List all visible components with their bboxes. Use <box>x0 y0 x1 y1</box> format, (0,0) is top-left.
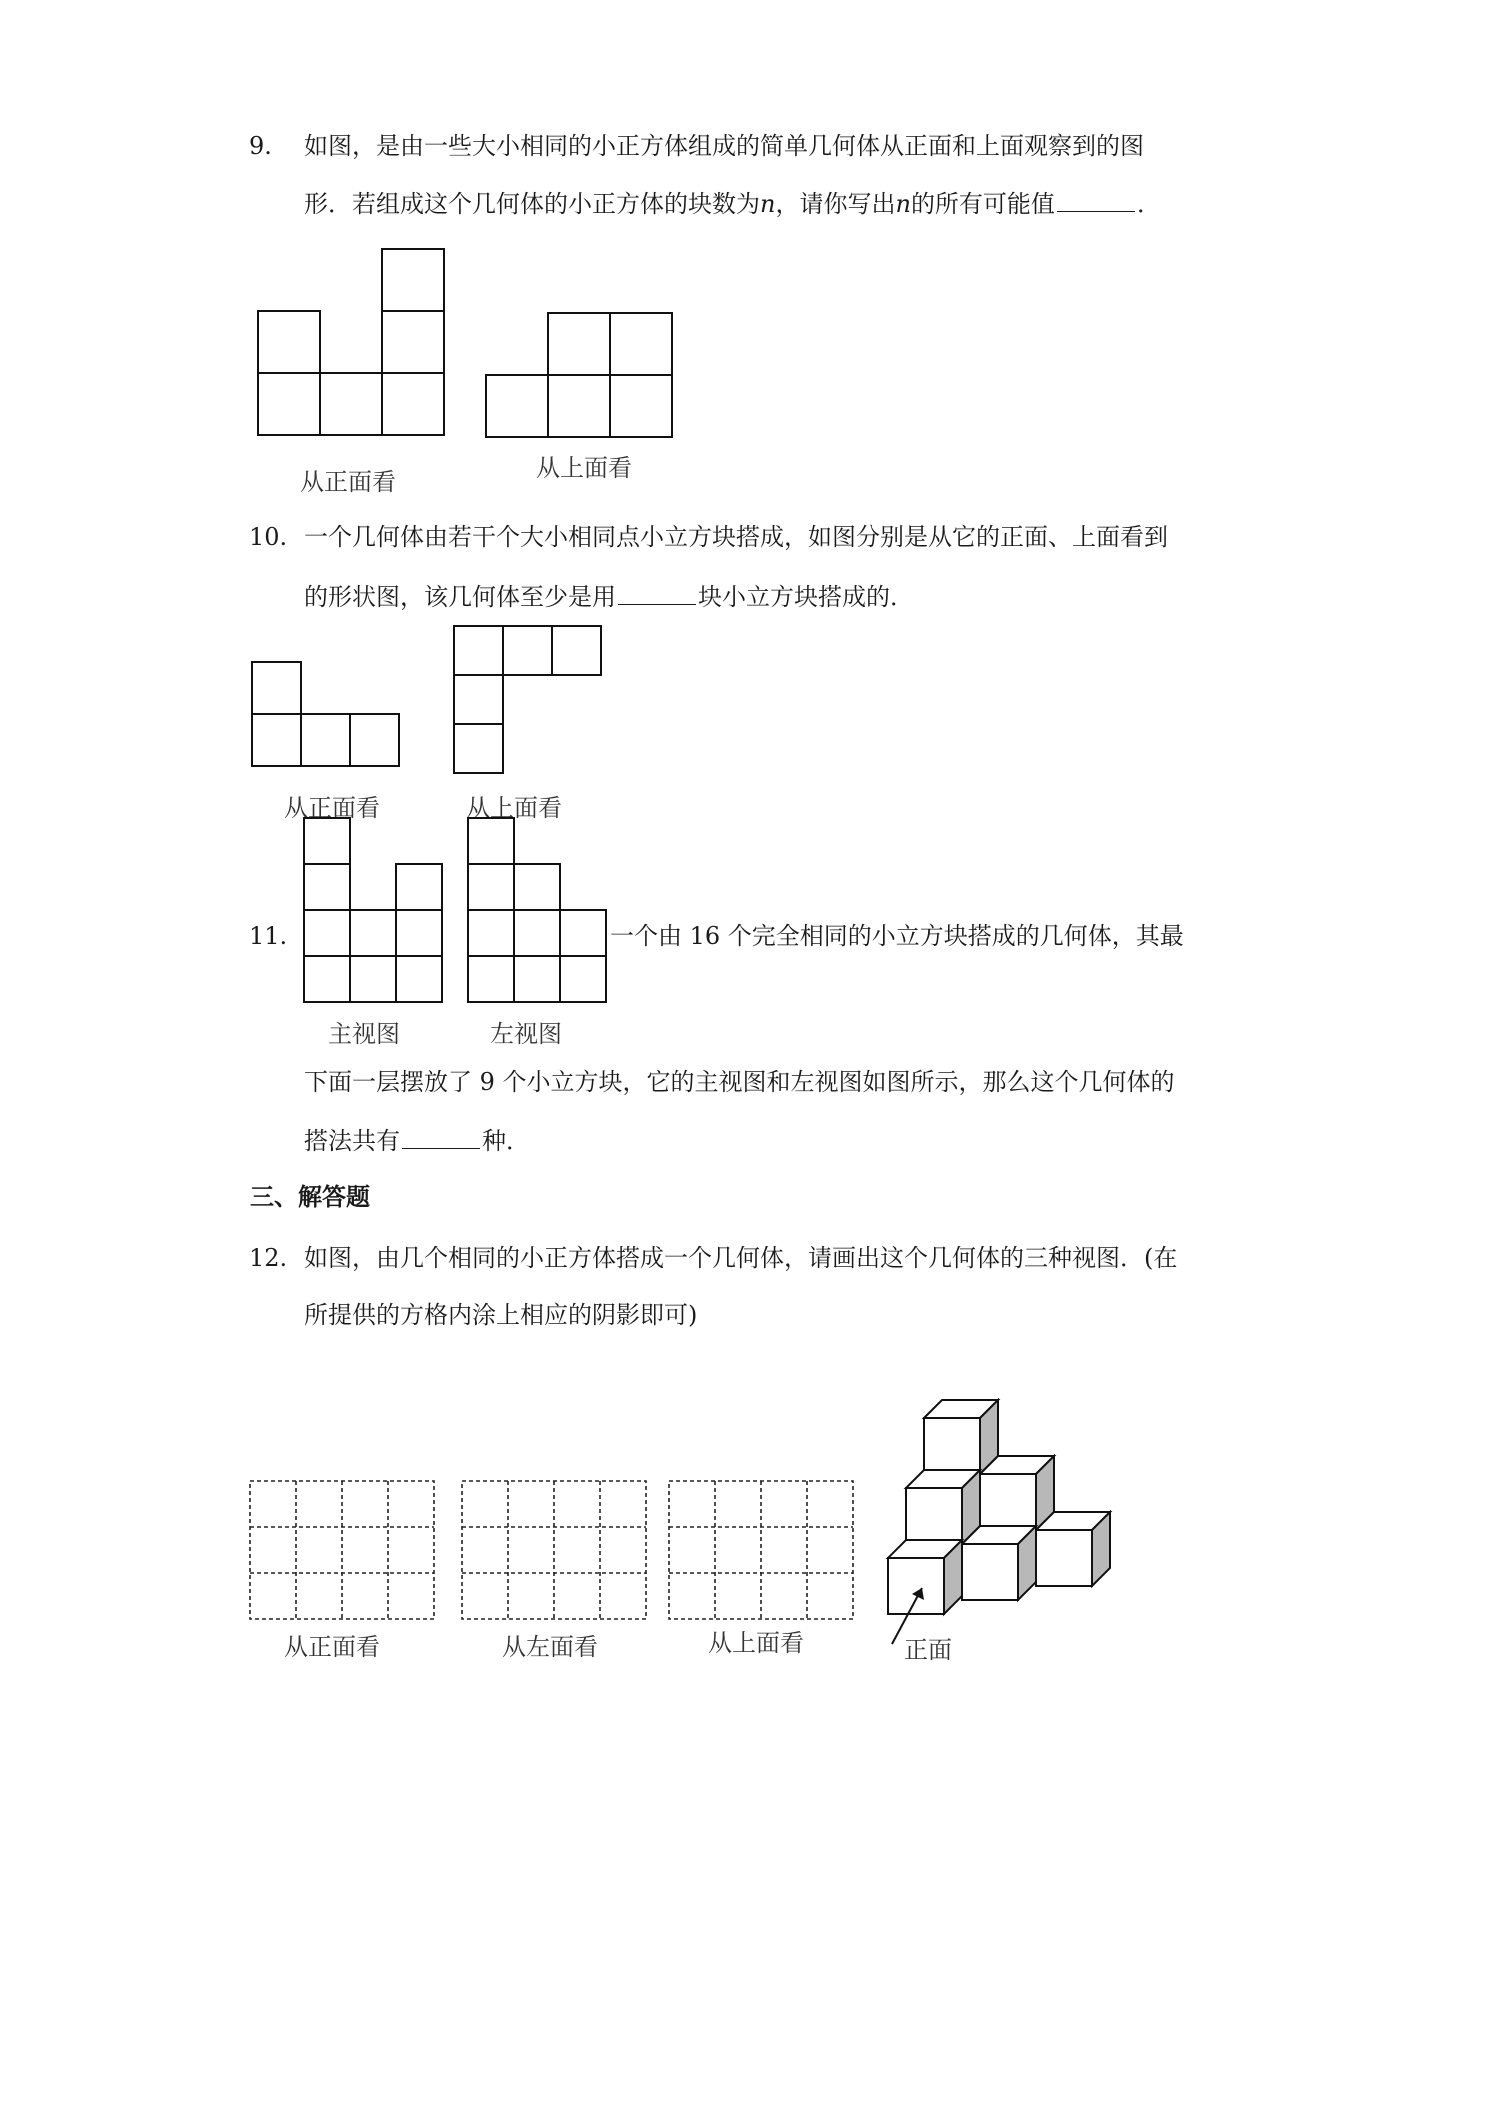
q9-line2 <box>304 187 1161 221</box>
q11-main-view-figure <box>302 816 446 1008</box>
q10-line2-a: 的形状图，该几何体至少是用 <box>304 583 616 611</box>
cube-face <box>610 375 672 437</box>
q12-number: 12. <box>249 1244 288 1272</box>
cube-face <box>252 662 301 714</box>
cube-face <box>454 675 503 724</box>
cube-face <box>258 373 320 435</box>
q12-left-grid[interactable] <box>460 1479 650 1621</box>
cube-face <box>350 910 396 956</box>
q11-caption-left: 左视图 <box>490 1020 562 1048</box>
cube <box>906 1470 980 1544</box>
cube-face <box>304 864 350 910</box>
q9-line2-c: 的所有可能值 <box>910 190 1055 218</box>
q11-line3 <box>304 1124 530 1158</box>
q12-caption-left: 从左面看 <box>502 1633 598 1661</box>
q9-caption-front: 从正面看 <box>300 468 396 496</box>
q9-top-view-figure <box>484 310 680 440</box>
cube-face <box>301 714 350 766</box>
section3-title: 三、解答题 <box>250 1183 370 1211</box>
q11-number: 11. <box>249 922 288 950</box>
cube-face <box>350 956 396 1002</box>
q12-caption-arrow: 正面 <box>904 1636 952 1664</box>
cube-face <box>560 956 606 1002</box>
cube-face <box>304 956 350 1002</box>
q9-line2-b: ，请你写出 <box>775 190 896 218</box>
q10-top-view-figure <box>452 624 612 776</box>
q11-left-view-figure <box>466 816 610 1008</box>
cube-face <box>514 956 560 1002</box>
cube <box>888 1540 962 1614</box>
q10-line2-b: 块小立方块搭成的． <box>698 583 914 611</box>
cube-face <box>304 818 350 864</box>
q12-line2: 所提供的方格内涂上相应的阴影即可) <box>304 1301 698 1329</box>
q10-caption-top: 从上面看 <box>466 794 562 822</box>
q9-line2-end: ． <box>1136 190 1161 218</box>
cube <box>1036 1512 1110 1586</box>
cube-face <box>514 864 560 910</box>
q11-line3-a: 搭法共有 <box>304 1127 400 1155</box>
q9-var-n-2: n <box>895 190 911 218</box>
q9-number: 9. <box>249 132 272 160</box>
cube-face <box>610 313 672 375</box>
cube-face <box>382 249 444 311</box>
cube-face <box>320 373 382 435</box>
cube-face <box>454 724 503 773</box>
cube-face <box>304 910 350 956</box>
q10-caption-front: 从正面看 <box>284 794 380 822</box>
q11-line3-b: 种． <box>482 1127 530 1155</box>
q9-var-n: n <box>760 190 776 218</box>
cube-face <box>252 714 301 766</box>
q11-caption-main: 主视图 <box>328 1020 400 1048</box>
q12-top-grid[interactable] <box>667 1479 857 1621</box>
cube-face <box>503 626 552 675</box>
q10-front-view-figure <box>250 660 406 772</box>
cube-face <box>548 313 610 375</box>
cube-face <box>468 818 514 864</box>
cube-face <box>468 910 514 956</box>
q9-front-view-figure <box>256 246 456 440</box>
q11-answer-blank[interactable] <box>402 1124 480 1149</box>
cube-face <box>468 956 514 1002</box>
q12-caption-front: 从正面看 <box>284 1633 380 1661</box>
cube-face <box>382 311 444 373</box>
cube-face <box>552 626 601 675</box>
cube-face <box>514 910 560 956</box>
cube <box>962 1526 1036 1600</box>
q9-answer-blank[interactable] <box>1057 187 1135 212</box>
q10-line2 <box>304 580 914 614</box>
q10-number: 10. <box>249 523 288 551</box>
cube-face <box>560 910 606 956</box>
cube-face <box>382 373 444 435</box>
q11-line1: 一个由 16 个完全相同的小立方块搭成的几何体，其最 <box>610 922 1184 950</box>
q9-line1: 如图，是由一些大小相同的小正方体组成的简单几何体从正面和上面观察到的图 <box>304 132 1144 160</box>
q10-answer-blank[interactable] <box>618 580 696 605</box>
cube-face <box>468 864 514 910</box>
q12-solid-figure <box>880 1396 1120 1656</box>
q12-line1: 如图，由几个相同的小正方体搭成一个几何体，请画出这个几何体的三种视图．(在 <box>304 1244 1178 1272</box>
cube-face <box>258 311 320 373</box>
q9-line2-a: 形．若组成这个几何体的小正方体的块数为 <box>304 190 760 218</box>
cube-face <box>396 910 442 956</box>
cube-face <box>396 864 442 910</box>
q12-caption-top: 从上面看 <box>708 1629 804 1657</box>
cube-face <box>396 956 442 1002</box>
q12-front-grid[interactable] <box>248 1479 438 1621</box>
q10-line1: 一个几何体由若干个大小相同点小立方块搭成，如图分别是从它的正面、上面看到 <box>304 523 1168 551</box>
cube-face <box>548 375 610 437</box>
cube-face <box>486 375 548 437</box>
cube <box>924 1400 998 1474</box>
cube-face <box>454 626 503 675</box>
cube-face <box>350 714 399 766</box>
cube <box>980 1456 1054 1530</box>
q9-caption-top: 从上面看 <box>536 454 632 482</box>
q11-line2: 下面一层摆放了 9 个小立方块，它的主视图和左视图如图所示，那么这个几何体的 <box>304 1068 1175 1096</box>
